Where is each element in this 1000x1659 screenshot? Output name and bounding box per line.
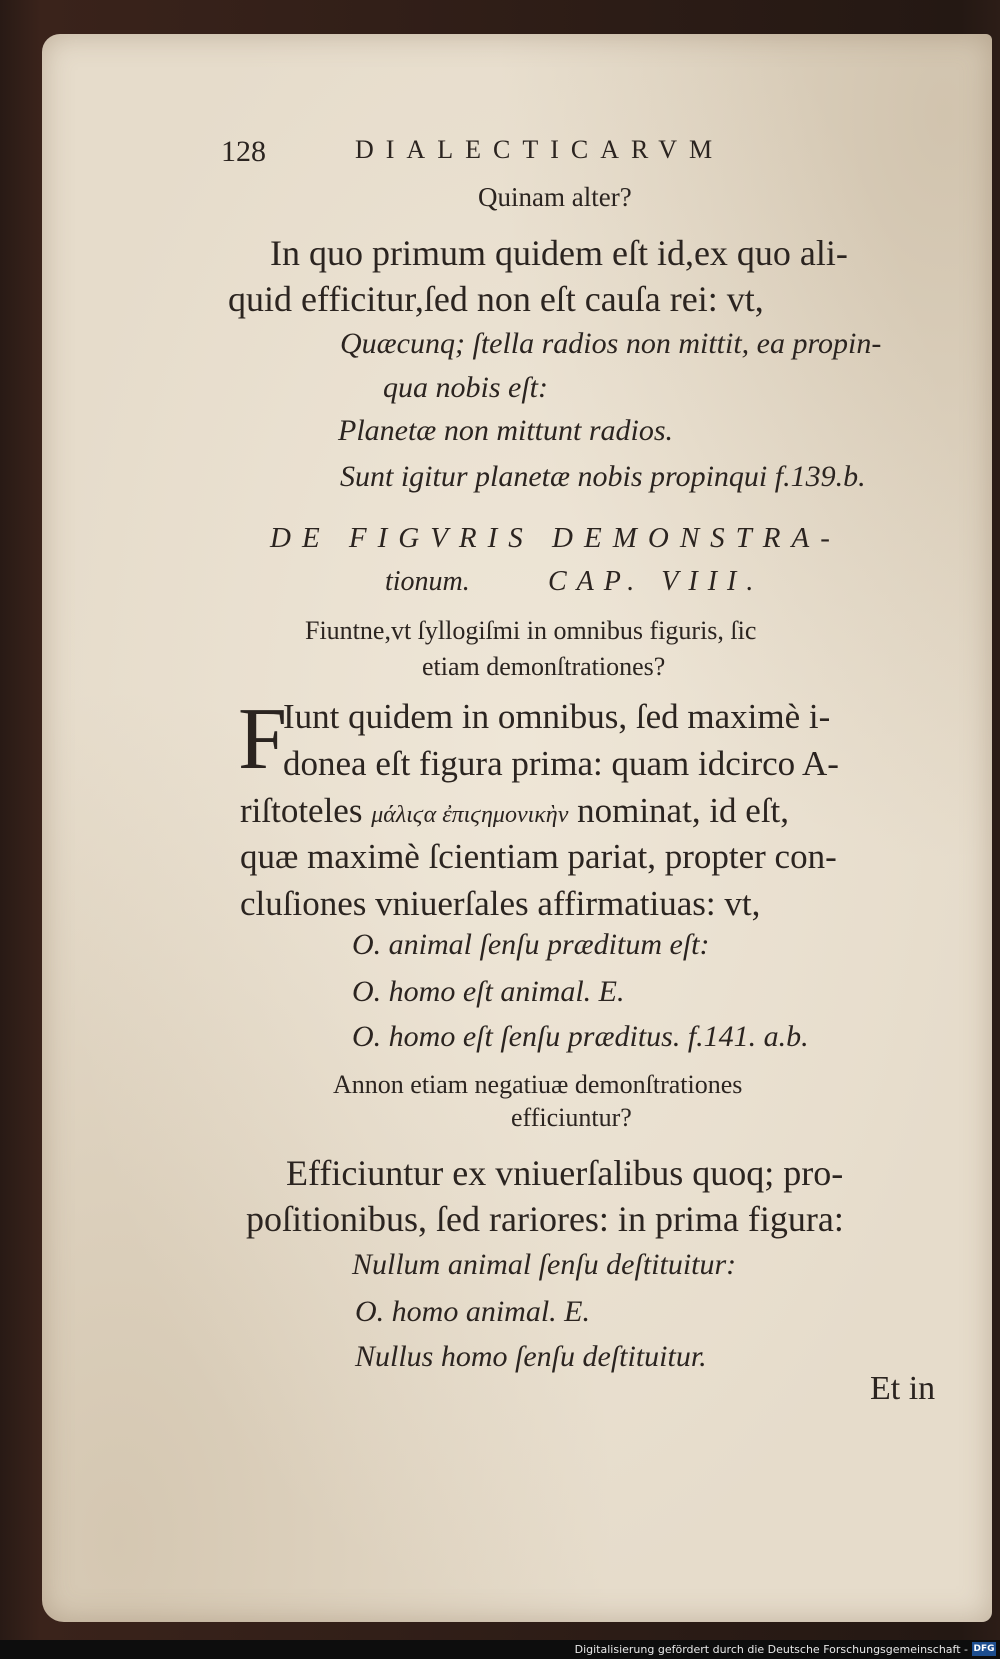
- example-line: Nullum animal ſenſu deſtituitur:: [352, 1248, 737, 1281]
- chapter-title-continued: tionum.: [385, 566, 470, 597]
- answer-line: Iunt quidem in omnibus, ſed maximè i-: [283, 697, 831, 736]
- answer-line: quæ maximè ſcientiam pariat, propter con-: [240, 837, 837, 876]
- example-line: Quæcunq; ſtella radios non mittit, ea propin-: [340, 327, 882, 360]
- answer-line: [240, 791, 789, 831]
- example-line: Sunt igitur planetæ nobis propinqui f.139.b.: [340, 460, 866, 493]
- answer-line: donea eſt figura prima: quam idcirco A-: [283, 744, 839, 783]
- example-line: O. homo animal. E.: [355, 1295, 590, 1328]
- example-line: Nullus homo ſenſu deſtituitur.: [355, 1340, 707, 1373]
- example-line: O. animal ſenſu præditum eſt:: [352, 928, 710, 961]
- answer-line: poſitionibus, ſed rariores: in prima figura:: [246, 1199, 844, 1239]
- running-head: DIALECTICARVM: [355, 135, 725, 164]
- greek-term: μάλιϛα ἐπιϛημονικὴν: [371, 802, 569, 828]
- example-line: qua nobis eſt:: [383, 371, 548, 404]
- answer-line: In quo primum quidem eſt id,ex quo ali-: [270, 233, 848, 273]
- answer-line: quid efficitur,ſed non eſt cauſa rei: vt,: [228, 279, 764, 319]
- question-heading: Annon etiam negatiuæ demonſtrationes: [333, 1070, 743, 1099]
- question-heading: efficiuntur?: [511, 1103, 632, 1132]
- example-line: O. homo eſt ſenſu præditus. f.141. a.b.: [352, 1020, 809, 1053]
- catchword: Et in: [870, 1370, 936, 1407]
- chapter-title: DE FIGVRIS DEMONSTRA-: [270, 522, 841, 554]
- question-heading: etiam demonſtrationes?: [422, 652, 666, 681]
- funding-credit: Digitalisierung gefördert durch die Deutsche Forschungsgemeinschaft -: [574, 1643, 968, 1656]
- dfg-logo: DFG: [973, 1644, 995, 1654]
- question-heading: Quinam alter?: [478, 182, 632, 212]
- answer-text: nominat, id eſt,: [568, 791, 790, 830]
- answer-line: cluſiones vniuerſales affirmatiuas: vt,: [240, 884, 761, 923]
- answer-text: riſtoteles: [240, 791, 372, 830]
- chapter-number: CAP. VIII.: [548, 566, 764, 597]
- drop-cap: F: [238, 691, 287, 788]
- example-line: O. homo eſt animal. E.: [352, 975, 625, 1008]
- page-number: 128: [221, 135, 266, 168]
- answer-line: Efficiuntur ex vniuerſalibus quoq; pro-: [286, 1153, 844, 1193]
- example-line: Planetæ non mittunt radios.: [338, 414, 674, 447]
- question-heading: Fiuntne,vt ſyllogiſmi in omnibus figuris, ſic: [305, 616, 757, 645]
